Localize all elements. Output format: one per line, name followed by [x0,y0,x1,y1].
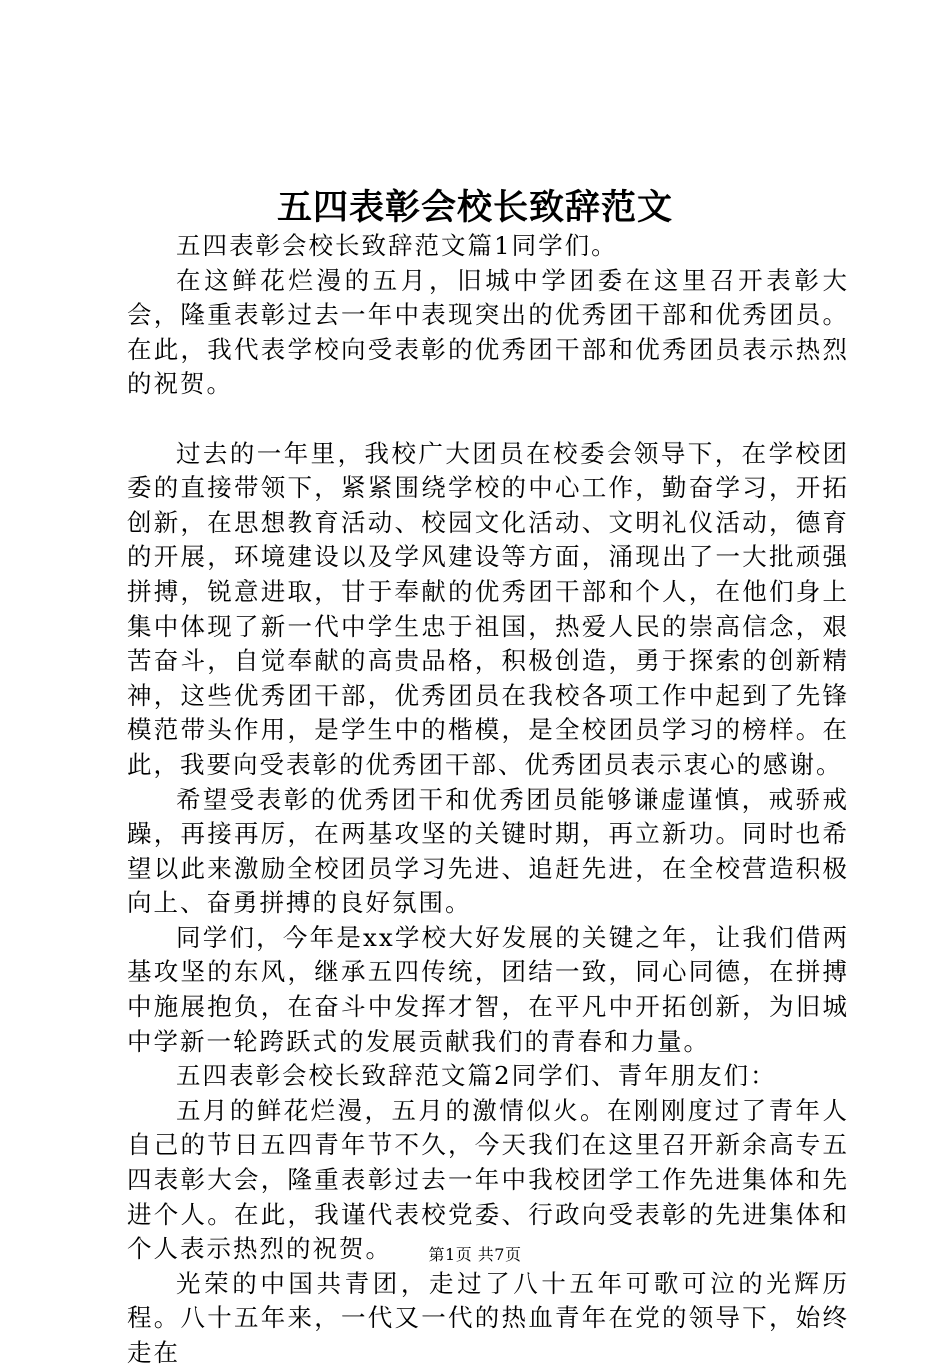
page-number-footer: 第1页 共7页 [428,1245,522,1264]
paragraph-3: 过去的一年里，我校广大团员在校委会领导下，在学校团委的直接带领下，紧紧围绕学校的中心工作，勤奋学习，开拓创新，在思想教育活动、校园文化活动、文明礼仪活动，德育的开展，环境建设以及学风建设等方面，涌现出了一大批顽强拼搏，锐意进取，甘于奉献的优秀团干部和个人，在他们身上集中体现了新一代中学生忠于祖国，热爱人民的崇高信念，艰苦奋斗，自觉奉献的高贵品格，积极创造，勇于探索的创新精神，这些优秀团干部，优秀团员在我校各项工作中起到了先锋模范带头作用，是学生中的楷模，是全校团员学习的榜样。在此，我要向受表彰的优秀团干部、优秀团员表示衷心的感谢。 [127,438,849,779]
document-body [127,229,849,1371]
paragraph-4: 希望受表彰的优秀团干和优秀团员能够谦虚谨慎，戒骄戒躁，再接再厉，在两基攻坚的关键时期，再立新功。同时也希望以此来激励全校团员学习先进、追赶先进，在全校营造积极向上、奋勇拼搏的良好氛围。 [127,784,849,918]
paragraph-6: 五四表彰会校长致辞范文篇2同学们、青年朋友们： [176,1061,777,1091]
paragraph-5: 同学们，今年是xx学校大好发展的关键之年，让我们借两基攻坚的东风，继承五四传统，团结一致，同心同德，在拼搏中施展抱负，在奋斗中发挥才智，在平凡中开拓创新，为旧城中学新一轮跨跃式的发展贡献我们的青春和力量。 [127,922,849,1056]
paragraph-2: 在这鲜花烂漫的五月，旧城中学团委在这里召开表彰大会，隆重表彰过去一年中表现突出的优秀团干部和优秀团员。在此，我代表学校向受表彰的优秀团干部和优秀团员表示热烈的祝贺。 [127,265,849,399]
document-title: 五四表彰会校长致辞范文 [276,187,673,228]
paragraph-1: 五四表彰会校长致辞范文篇1同学们。 [176,231,618,260]
paragraph-8: 光荣的中国共青团，走过了八十五年可歌可泣的光辉历程。八十五年来，一代又一代的热血青年在党的领导下，始终走在 [127,1268,849,1367]
paragraph-7: 五月的鲜花烂漫，五月的激情似火。在刚刚度过了青年人自己的节日五四青年节不久，今天我们在这里召开新余高专五四表彰大会，隆重表彰过去一年中我校团学工作先进集体和先进个人。在此，我谨代表校党委、行政向受表彰的先进集体和个人表示热烈的祝贺。 [127,1095,849,1264]
